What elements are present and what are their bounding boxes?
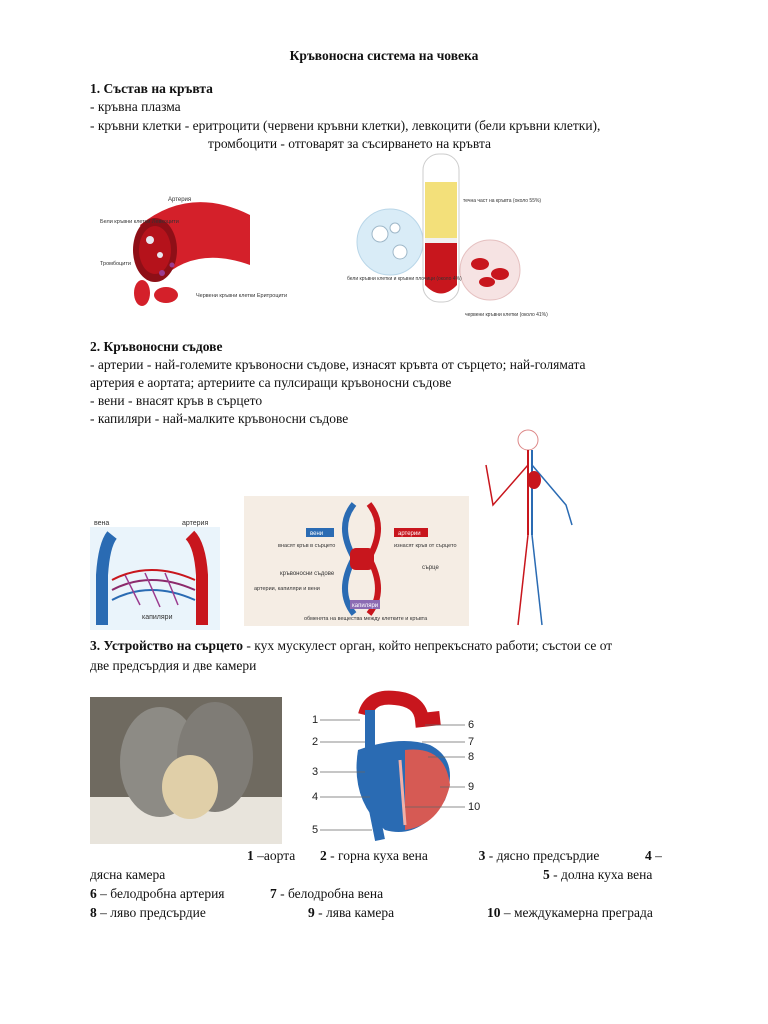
svg-text:артерии: артерии (398, 531, 421, 537)
section2-line: - капиляри - най-малките кръвоносни съдове (90, 411, 349, 426)
svg-text:капиляри: капиляри (352, 603, 379, 609)
svg-text:внасят кръв в сърцето: внасят кръв в сърцето (278, 543, 336, 549)
svg-text:Тромбоцити: Тромбоцити (100, 261, 131, 267)
svg-text:артерия: артерия (182, 520, 209, 527)
section1-line: - кръвна плазма (90, 99, 181, 114)
section3-text: две предсърдия и две камери (90, 658, 257, 673)
heart-number-label: 3 (312, 766, 319, 778)
circulation-scheme-figure (244, 496, 469, 626)
svg-text:Бели кръвни клетки Левкоцити: Бели кръвни клетки Левкоцити (100, 219, 179, 225)
svg-text:обменята на вещества между кле: обменята на вещества между клетките и кръвта (304, 616, 428, 622)
svg-text:капиляри: капиляри (142, 614, 173, 621)
legend-item: 10 – междукамерна преграда (487, 905, 653, 920)
heart-number-label: 1 (312, 714, 319, 726)
svg-text:течна част на кръвта (около 55: течна част на кръвта (около 55%) (463, 198, 542, 204)
heart-diagram (310, 690, 485, 845)
legend-item: 5 - долна куха вена (543, 867, 653, 882)
section3-text: 3. Устройство на сърцето - кух мускулест орган, който непрекъснато работи; състои се от (90, 638, 613, 653)
svg-text:сърце: сърце (422, 565, 439, 571)
heart-number-label: 10 (468, 801, 481, 813)
svg-text:кръвоносни съдове: кръвоносни съдове (280, 571, 335, 577)
svg-text:вена: вена (94, 520, 110, 527)
legend-item: 4 – (645, 848, 662, 863)
svg-text:Артерия: Артерия (168, 197, 192, 203)
section2-heading: 2. Кръвоносни съдове (90, 339, 223, 354)
legend-item: 9 - лява камера (308, 905, 395, 920)
vessels-capillaries-figure (90, 515, 220, 630)
legend-item: 6 – белодробна артерия (90, 886, 225, 901)
heart-number-label: 2 (312, 736, 319, 748)
heart-number-label: 6 (468, 719, 475, 731)
heart-number-label: 7 (468, 736, 475, 748)
section1-heading: 1. Състав на кръвта (90, 81, 213, 96)
human-circulatory-system-figure (478, 425, 578, 630)
section1-line: - кръвни клетки - еритроцити (червени кръвни клетки), левкоцити (бели кръвни клетки), (90, 118, 601, 133)
svg-text:артерии, капиляри и вени: артерии, капиляри и вени (254, 586, 320, 592)
svg-text:вени: вени (310, 531, 324, 537)
heart-number-label: 4 (312, 791, 319, 803)
svg-text:изнасят кръв от сърцето: изнасят кръв от сърцето (394, 543, 457, 549)
blood-composition-figure (345, 152, 548, 322)
legend-item: дясна камера (90, 867, 166, 882)
section1-line: тромбоцити - отговарят за съсирването на кръвта (208, 136, 491, 151)
legend-line: 1 –аорта 2 - горна куха вена 3 - дясно предсърдие (247, 848, 600, 863)
heart-photo (90, 697, 282, 844)
legend-item: 8 – ляво предсърдие (90, 905, 206, 920)
svg-text:червени кръвни клетки (около 4: червени кръвни клетки (около 41%) (465, 312, 548, 318)
heart-number-label: 8 (468, 751, 475, 763)
section2-line: артерия е аортата; артериите са пулсиращи кръвоносни съдове (90, 375, 452, 390)
heart-number-label: 9 (468, 781, 475, 793)
heart-number-label: 5 (312, 824, 319, 836)
svg-text:бели кръвни клетки и кръвни пл: бели кръвни клетки и кръвни плочици (около 4%) (347, 276, 462, 282)
section2-line: - артерии - най-големите кръвоносни съдове, изнасят кръвта от сърцето; най-голямата (90, 357, 586, 372)
blood-cells-artery-figure (100, 185, 288, 315)
svg-text:Червени кръвни клетки Еритроци: Червени кръвни клетки Еритроцити (196, 293, 288, 299)
legend-item: 7 - белодробна вена (270, 886, 384, 901)
page-title: Кръвоносна система на човека (289, 48, 479, 63)
section2-line: - вени - внасят кръв в сърцето (90, 393, 263, 408)
